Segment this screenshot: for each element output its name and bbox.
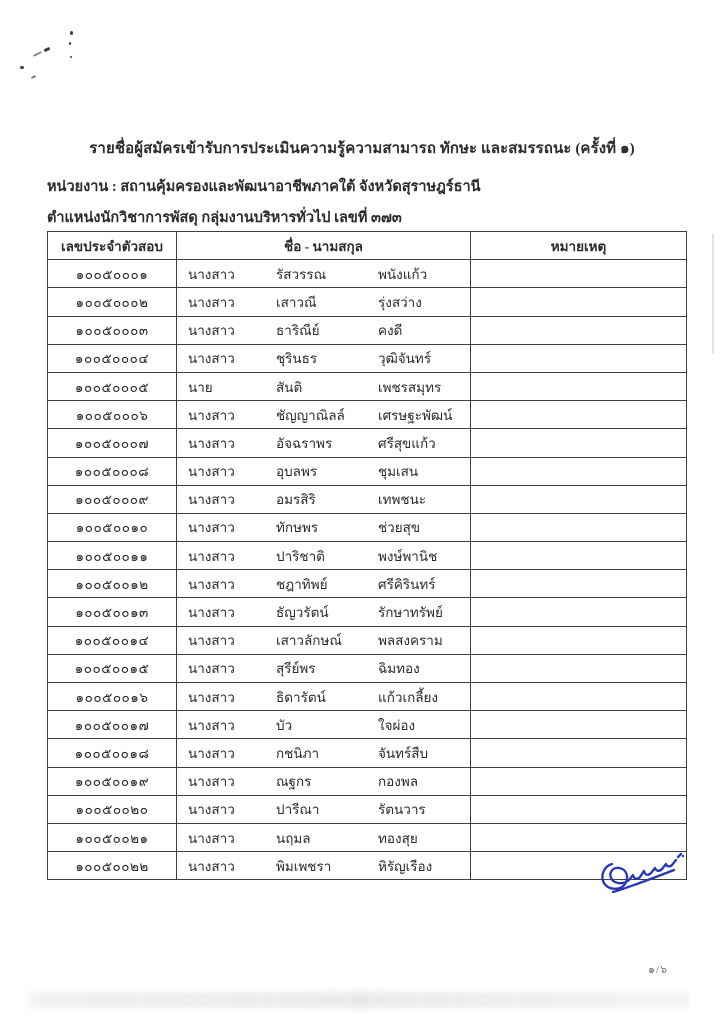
table-row (48, 542, 687, 570)
name-title: นางสาว (188, 633, 235, 649)
name-last: ใจผ่อง (378, 717, 416, 733)
name-first: บัว (276, 717, 293, 733)
name-first: ธาริณีย์ (276, 323, 320, 339)
name-first: สันติ (276, 379, 303, 395)
table-row (48, 739, 687, 767)
exam-id-cell: ๑๐๐๕๐๐๑๓ (48, 598, 177, 626)
remark-cell (471, 542, 687, 570)
name-title: นางสาว (188, 830, 235, 846)
applicant-name-cell (177, 542, 471, 570)
remark-cell (471, 344, 687, 372)
name-first: ปารีณา (276, 802, 320, 818)
applicant-table (47, 231, 687, 880)
applicant-name-cell (177, 823, 471, 851)
exam-id-cell: ๑๐๐๕๐๐๒๐ (48, 795, 177, 823)
name-last: กองพล (378, 774, 419, 790)
exam-id-cell: ๑๐๐๕๐๐๐๙ (48, 485, 177, 513)
table-row (48, 316, 687, 344)
scan-speck (69, 42, 71, 45)
name-first: เสาวลักษณ์ (276, 633, 342, 649)
name-last: เศรษฐะพัฒน์ (378, 407, 453, 423)
name-last: ฉิมทอง (378, 661, 420, 677)
applicant-name-cell (177, 711, 471, 739)
table-row (48, 683, 687, 711)
remark-cell (471, 570, 687, 598)
name-title: นางสาว (188, 323, 235, 339)
remark-cell (471, 823, 687, 851)
table-row (48, 372, 687, 400)
remark-cell (471, 485, 687, 513)
applicant-name-cell (177, 767, 471, 795)
name-title: นางสาว (188, 802, 235, 818)
scan-bottom-artifact (30, 992, 690, 1008)
handwritten-signature (598, 850, 694, 910)
name-title: นางสาว (188, 717, 235, 733)
remark-cell (471, 372, 687, 400)
name-last: แก้วเกลี้ยง (378, 689, 439, 705)
table-row (48, 767, 687, 795)
applicant-name-cell (177, 288, 471, 316)
name-first: รัสวรรณ (276, 266, 327, 282)
applicant-name-cell (177, 739, 471, 767)
exam-id-cell: ๑๐๐๕๐๐๑๑ (48, 542, 177, 570)
scan-speck (70, 56, 72, 58)
table-row (48, 711, 687, 739)
exam-id-cell: ๑๐๐๕๐๐๑๘ (48, 739, 177, 767)
applicant-name-cell (177, 429, 471, 457)
exam-id-cell: ๑๐๐๕๐๐๑๙ (48, 767, 177, 795)
exam-id-cell: ๑๐๐๕๐๐๑๔ (48, 626, 177, 654)
table-row (48, 485, 687, 513)
table-row (48, 260, 687, 288)
name-first: ปาริชาติ (276, 548, 325, 564)
scan-edge-artifact (712, 234, 714, 354)
name-first: ธิดารัตน์ (276, 689, 326, 705)
table-row (48, 513, 687, 541)
name-first: สุรีย์พร (276, 661, 316, 677)
name-title: นางสาว (188, 661, 235, 677)
name-last: วุฒิจันทร์ (378, 351, 432, 367)
name-last: เพชรสมุทร (378, 379, 442, 395)
name-last: พลสงคราม (378, 633, 443, 649)
page-number: ๑/๖ (648, 964, 669, 976)
name-title: นางสาว (188, 294, 235, 310)
applicant-name-cell (177, 626, 471, 654)
remark-cell (471, 767, 687, 795)
name-last: เทพชนะ (378, 492, 427, 508)
exam-id-cell: ๑๐๐๕๐๐๐๑ (48, 260, 177, 288)
name-first: ณฐกร (276, 774, 312, 790)
remark-cell (471, 457, 687, 485)
name-first: อัจฉราพร (276, 435, 333, 451)
table-row (48, 344, 687, 372)
remark-cell (471, 626, 687, 654)
exam-id-cell: ๑๐๐๕๐๐๑๗ (48, 711, 177, 739)
table-row (48, 570, 687, 598)
scan-speck (20, 66, 24, 69)
table-row (48, 654, 687, 682)
document-title: รายชื่อผู้สมัครเข้ารับการประเมินความรู้ความสามารถ ทักษะ และสมรรถนะ (ครั้งที่ ๑) (89, 141, 635, 157)
exam-id-cell: ๑๐๐๕๐๐๑๖ (48, 683, 177, 711)
exam-id-cell: ๑๐๐๕๐๐๑๐ (48, 513, 177, 541)
remark-cell (471, 260, 687, 288)
scan-speck (44, 47, 51, 52)
name-first: ชุรินธร (276, 351, 318, 367)
header-exam-id: เลขประจำตัวสอบ (48, 232, 177, 260)
name-title: นางสาว (188, 435, 235, 451)
exam-id-cell: ๑๐๐๕๐๐๐๓ (48, 316, 177, 344)
exam-id-cell: ๑๐๐๕๐๐๒๑ (48, 823, 177, 851)
scan-speck (33, 51, 42, 57)
name-title: นางสาว (188, 745, 235, 761)
remark-cell (471, 401, 687, 429)
name-title: นางสาว (188, 605, 235, 621)
applicant-name-cell (177, 513, 471, 541)
header-name: ชื่อ - นามสกุล (177, 232, 471, 260)
remark-cell (471, 429, 687, 457)
exam-id-cell: ๑๐๐๕๐๐๐๔ (48, 344, 177, 372)
name-last: พงษ์พานิช (378, 548, 438, 564)
exam-id-cell: ๑๐๐๕๐๐๐๕ (48, 372, 177, 400)
name-first: ทักษพร (276, 520, 319, 536)
position-line: ตำแหน่งนักวิชาการพัสดุ กลุ่มงานบริหารทั่วไป เลขที่ ๓๗๓ (47, 210, 402, 226)
applicant-name-cell (177, 683, 471, 711)
name-last: ชุมเสน (378, 464, 419, 480)
applicant-name-cell (177, 457, 471, 485)
table-row (48, 795, 687, 823)
applicant-name-cell (177, 316, 471, 344)
name-title: นางสาว (188, 774, 235, 790)
name-first: ชัญญาณิลล์ (276, 407, 345, 423)
name-last: ศรีคิรินทร์ (378, 576, 436, 592)
remark-cell (471, 288, 687, 316)
name-title: นางสาว (188, 407, 235, 423)
name-title: นางสาว (188, 520, 235, 536)
header-remark: หมายเหตุ (471, 232, 687, 260)
table-header-row (48, 232, 687, 260)
exam-id-cell: ๑๐๐๕๐๐๐๒ (48, 288, 177, 316)
name-first: ชฎาทิพย์ (276, 576, 328, 592)
table-row (48, 457, 687, 485)
applicant-name-cell (177, 260, 471, 288)
remark-cell (471, 795, 687, 823)
applicant-name-cell (177, 598, 471, 626)
name-last: ศรีสุขแก้ว (378, 435, 436, 451)
applicant-name-cell (177, 372, 471, 400)
name-title: นางสาว (188, 492, 235, 508)
scan-speck (70, 31, 73, 35)
exam-id-cell: ๑๐๐๕๐๐๐๖ (48, 401, 177, 429)
name-last: จันทร์สืบ (378, 745, 429, 761)
name-first: กชนิภา (276, 745, 320, 761)
applicant-name-cell (177, 795, 471, 823)
name-title: นางสาว (188, 689, 235, 705)
name-title: นาย (188, 379, 213, 395)
applicant-name-cell (177, 654, 471, 682)
name-title: นางสาว (188, 464, 235, 480)
name-last: หิรัญเรือง (378, 858, 433, 874)
agency-line: หน่วยงาน : สถานคุ้มครองและพัฒนาอาชีพภาคใต้ จังหวัดสุราษฎร์ธานี (47, 179, 481, 195)
table-row (48, 626, 687, 654)
name-title: นางสาว (188, 576, 235, 592)
name-last: รัตนวาร (378, 802, 426, 818)
table-row (48, 598, 687, 626)
remark-cell (471, 598, 687, 626)
applicant-name-cell (177, 485, 471, 513)
name-first: อุบลพร (276, 464, 318, 480)
exam-id-cell: ๑๐๐๕๐๐๑๕ (48, 654, 177, 682)
table-row (48, 288, 687, 316)
name-last: รักษาทรัพย์ (378, 605, 443, 621)
remark-cell (471, 739, 687, 767)
name-title: นางสาว (188, 858, 235, 874)
remark-cell (471, 316, 687, 344)
exam-id-cell: ๑๐๐๕๐๐๐๗ (48, 429, 177, 457)
table-row (48, 429, 687, 457)
applicant-table-body (48, 260, 687, 880)
name-last: ทองสุย (378, 830, 418, 846)
table-row (48, 852, 687, 880)
remark-cell (471, 654, 687, 682)
name-title: นางสาว (188, 548, 235, 564)
applicant-name-cell (177, 570, 471, 598)
table-row (48, 401, 687, 429)
name-last: รุ่งสว่าง (378, 294, 422, 310)
name-title: นางสาว (188, 266, 235, 282)
name-first: อมรสิริ (276, 492, 316, 508)
remark-cell (471, 711, 687, 739)
table-row (48, 823, 687, 851)
name-last: พนังแก้ว (378, 266, 428, 282)
exam-id-cell: ๑๐๐๕๐๐๑๒ (48, 570, 177, 598)
applicant-name-cell (177, 401, 471, 429)
name-first: เสาวณี (276, 294, 317, 310)
remark-cell (471, 683, 687, 711)
scan-speck (31, 75, 36, 79)
applicant-name-cell (177, 344, 471, 372)
name-first: ธัญวรัตน์ (276, 605, 329, 621)
name-first: นฤมล (276, 830, 311, 846)
name-title: นางสาว (188, 351, 235, 367)
name-last: คงดี (378, 323, 403, 339)
applicant-name-cell (177, 852, 471, 880)
name-first: พิมเพชรา (276, 858, 332, 874)
exam-id-cell: ๑๐๐๕๐๐๒๒ (48, 852, 177, 880)
exam-id-cell: ๑๐๐๕๐๐๐๘ (48, 457, 177, 485)
name-last: ช่วยสุข (378, 520, 421, 536)
remark-cell (471, 513, 687, 541)
